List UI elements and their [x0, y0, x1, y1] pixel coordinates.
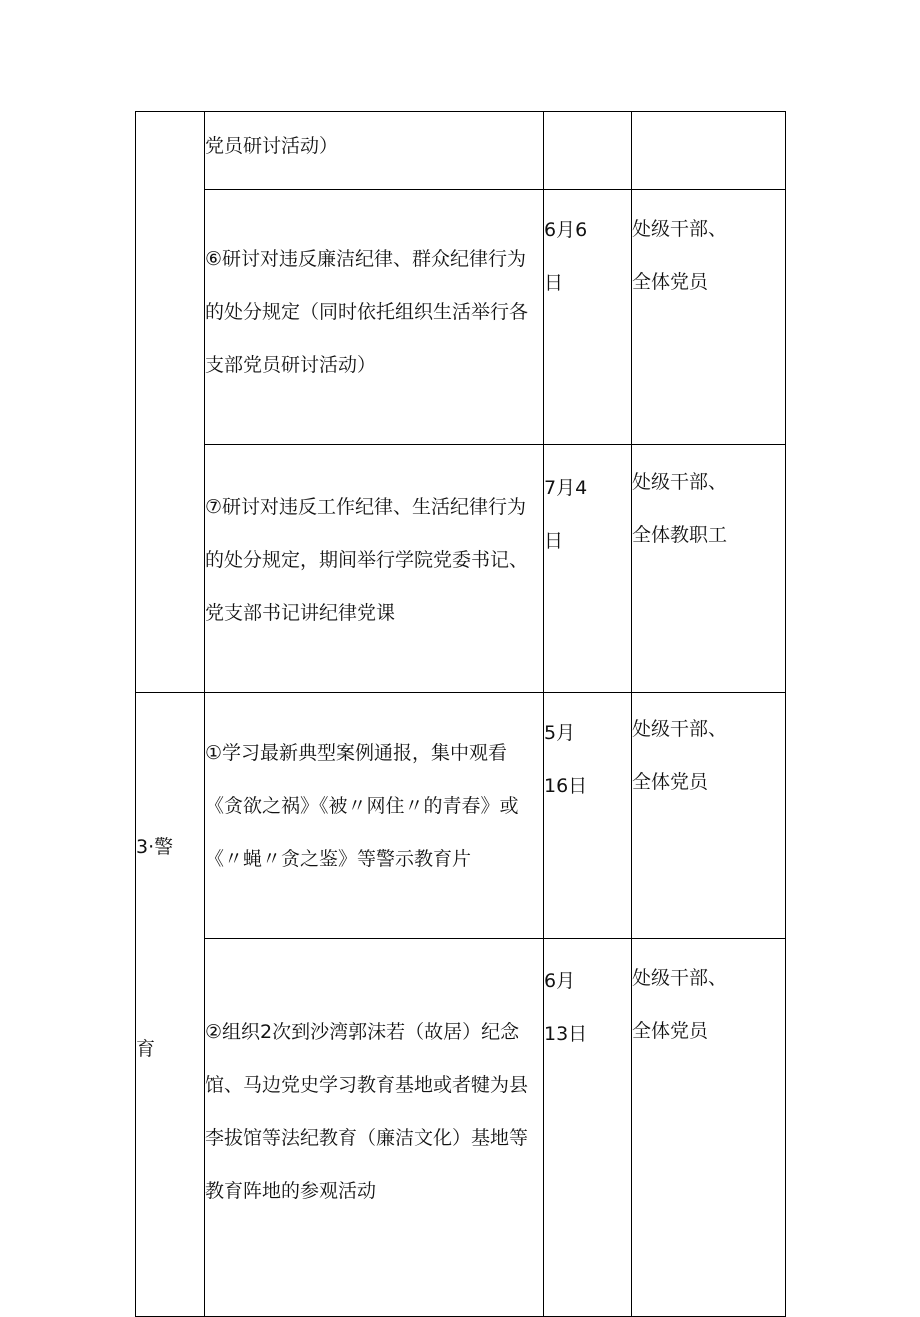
date-cell: 5月 16日 [544, 693, 632, 939]
date-cell: 6月 13日 [544, 939, 632, 1317]
date-cell: 6月6 日 [544, 190, 632, 445]
table-row [136, 939, 786, 1317]
target-cell: 处级干部、 全体党员 [632, 939, 786, 1317]
content-cell: ⑥研讨对违反廉洁纪律、群众纪律行为 的处分规定（同时依托组织生活举行各 支部党员研讨活动） [205, 190, 544, 445]
content-cell: ①学习最新典型案例通报，集中观看 《贪欲之祸》《被〃网住〃的青春》或 《〃蝇〃贪之鉴》等警示教育片 [205, 693, 544, 939]
activity-plan-table [135, 111, 786, 1317]
category-label-line1: 3·警 [136, 836, 174, 858]
content-cell: 党员研讨活动） [205, 112, 544, 190]
target-cell [632, 112, 786, 190]
table-row [136, 445, 786, 693]
content-cell: ⑦研讨对违反工作纪律、生活纪律行为 的处分规定，期间举行学院党委书记、 党支部书记讲纪律党课 [205, 445, 544, 693]
date-cell: 7月4 日 [544, 445, 632, 693]
target-cell: 处级干部、 全体党员 [632, 190, 786, 445]
target-cell: 处级干部、 全体教职工 [632, 445, 786, 693]
category-cell [136, 693, 205, 1317]
content-cell: ②组织2次到沙湾郭沫若（故居）纪念 馆、马边党史学习教育基地或者犍为县 李拔馆等法纪教育（廉洁文化）基地等 教育阵地的参观活动 [205, 939, 544, 1317]
table-row [136, 190, 786, 445]
date-cell [544, 112, 632, 190]
target-cell: 处级干部、 全体党员 [632, 693, 786, 939]
category-label-line2: 育 [136, 1038, 156, 1060]
table-row [136, 112, 786, 190]
table-row [136, 693, 786, 939]
category-cell [136, 112, 205, 693]
